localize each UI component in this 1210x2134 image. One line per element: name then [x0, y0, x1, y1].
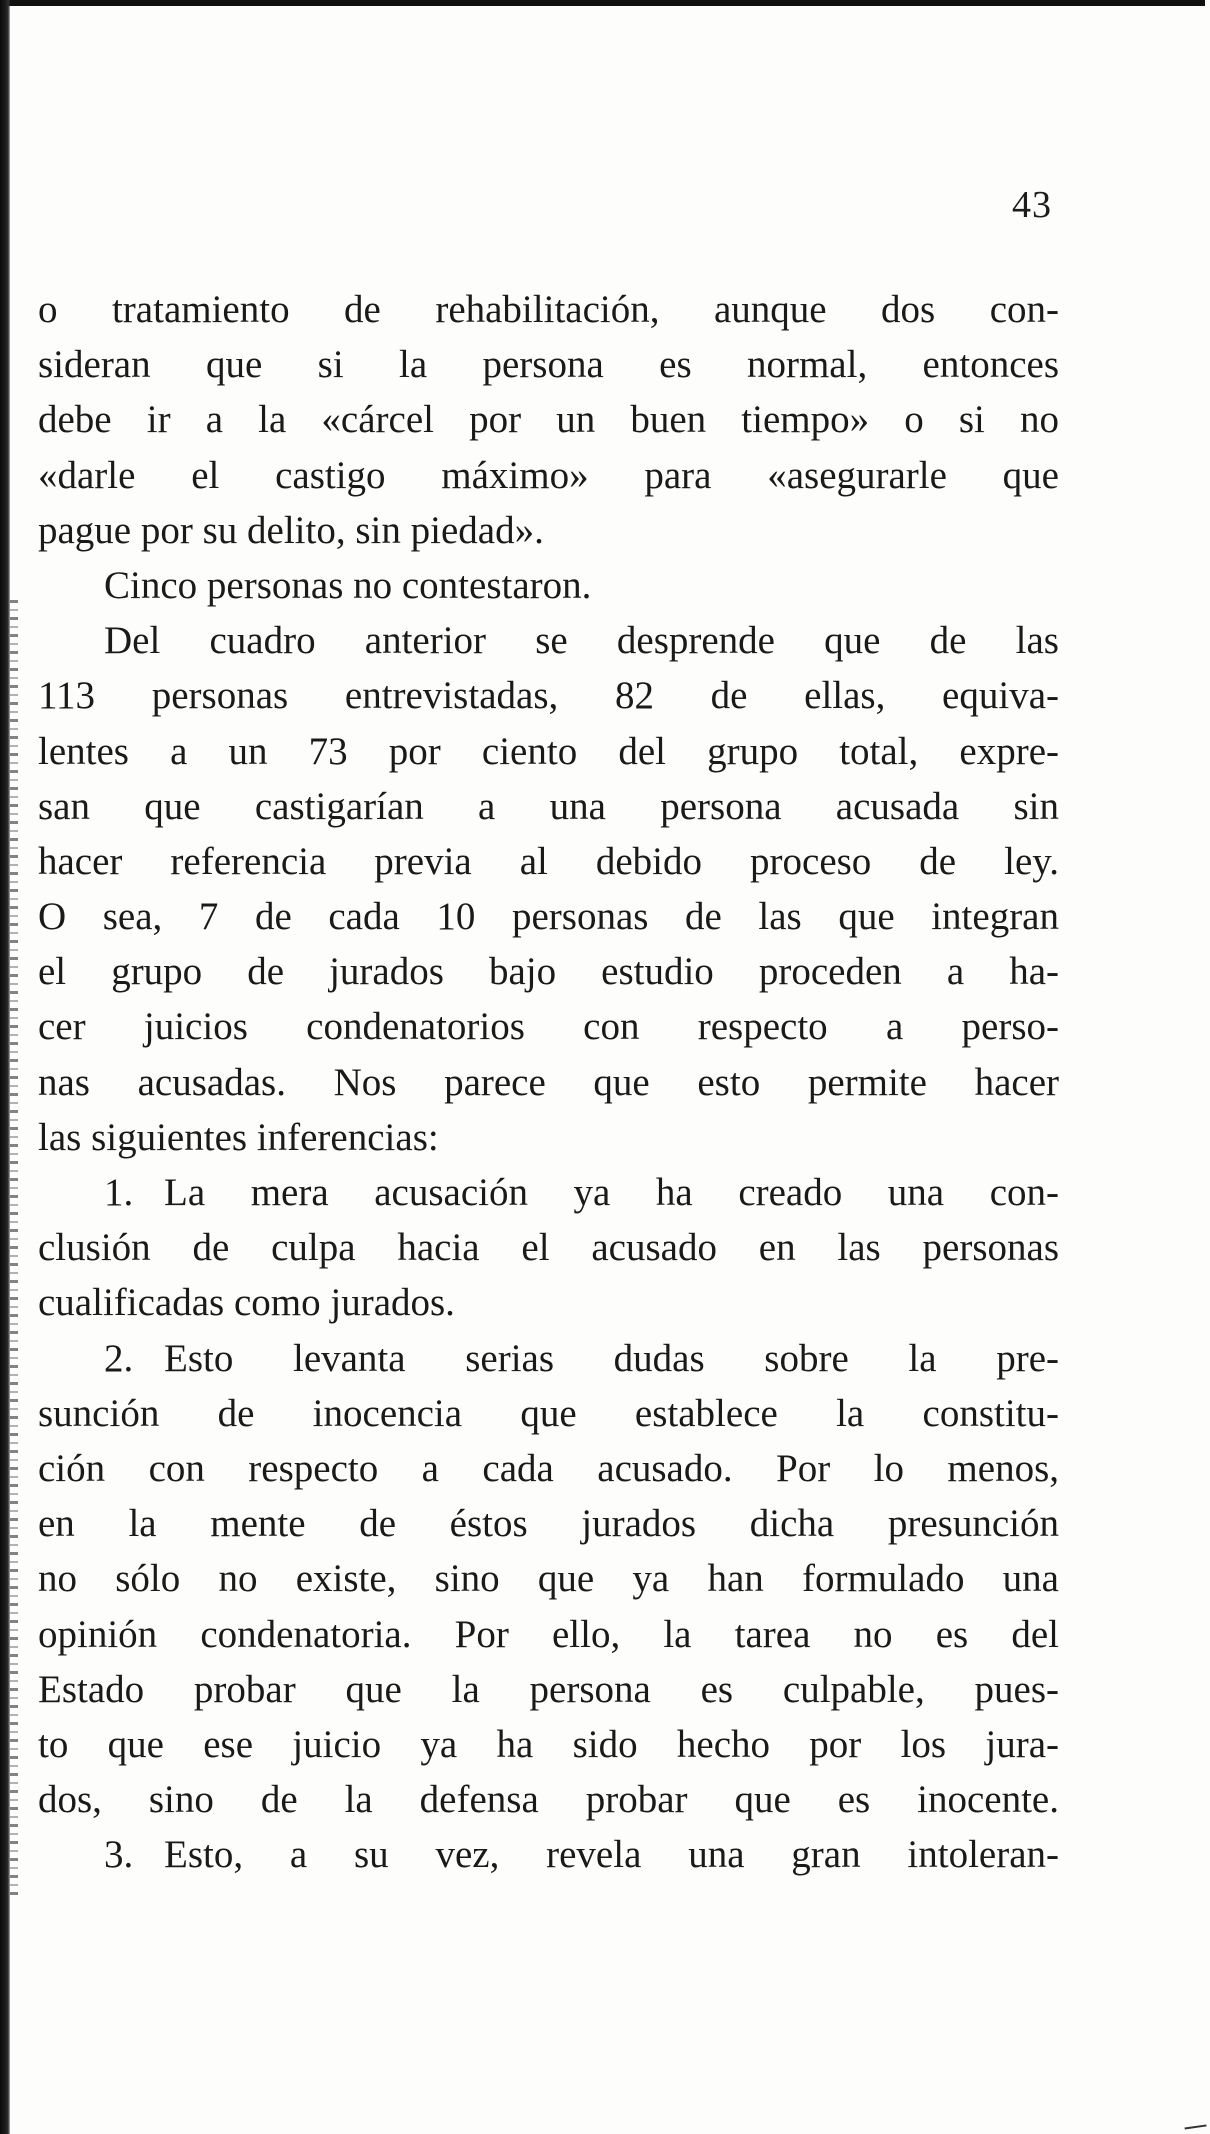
body-text — [38, 282, 1059, 1882]
text-line: san que castigarían a una persona acusada sin — [38, 784, 1059, 828]
text-line: en la mente de éstos jurados dicha presunción — [38, 1502, 1059, 1546]
text-line: ción con respecto a cada acusado. Por lo menos, — [38, 1446, 1059, 1490]
text-line: La mera acusación ya ha creado una con- — [164, 1171, 1059, 1214]
text-line: clusión de culpa hacia el acusado en las personas — [38, 1226, 1059, 1270]
scan-edge-texture — [10, 600, 18, 1900]
text-line: o tratamiento de rehabilitación, aunque dos con- — [38, 288, 1059, 331]
text-line: dos, sino de la defensa probar que es inocente. — [38, 1778, 1059, 1822]
text-line: no sólo no existe, sino que ya han formulado una — [38, 1557, 1059, 1601]
list-item-2 — [38, 1331, 1059, 1386]
list-item-1 — [38, 1165, 1059, 1220]
text-line: cer juicios condenatorios con respecto a perso- — [38, 1005, 1059, 1049]
book-spine-edge — [0, 0, 10, 2134]
text-line: 113 personas entrevistadas, 82 de ellas, equiva- — [38, 674, 1059, 718]
text-line: el grupo de jurados bajo estudio proceden a ha- — [38, 950, 1059, 994]
text-line: O sea, 7 de cada 10 personas de las que integran — [38, 895, 1059, 939]
list-number: 1. — [104, 1171, 134, 1214]
text-line: debe ir a la «cárcel por un buen tiempo» o si no — [38, 398, 1059, 442]
text-line: lentes a un 73 por ciento del grupo total, expre- — [38, 729, 1059, 773]
list-item-3 — [38, 1827, 1059, 1882]
page-number: 43 — [1012, 184, 1052, 226]
scan-edge-top — [0, 0, 1205, 6]
text-line: sunción de inocencia que establece la constitu- — [38, 1391, 1059, 1435]
text-line: cualificadas como jurados. — [38, 1281, 455, 1325]
text-line: Esto levanta serias dudas sobre la pre- — [164, 1336, 1059, 1380]
text-line: opinión condenatoria. Por ello, la tarea no es del — [38, 1612, 1059, 1656]
text-line: Estado probar que la persona es culpable, pues- — [38, 1667, 1059, 1711]
list-number: 2. — [104, 1336, 134, 1380]
text-line: hacer referencia previa al debido proceso de ley. — [38, 839, 1059, 883]
text-line: «darle el castigo máximo» para «asegurarle que — [38, 453, 1059, 497]
text-line: nas acusadas. Nos parece que esto permite hacer — [38, 1060, 1059, 1104]
text-line: to que ese juicio ya ha sido hecho por los jura- — [38, 1722, 1059, 1766]
text-line: sideran que si la persona es normal, entonces — [38, 343, 1059, 387]
text-line: Esto, a su vez, revela una gran intoleran- — [164, 1833, 1059, 1877]
text-line: Del cuadro anterior se desprende que de las — [104, 619, 1059, 663]
list-number: 3. — [104, 1833, 134, 1877]
text-line: Cinco personas no contestaron. — [104, 563, 592, 607]
scan-corner-mark — [1183, 2117, 1206, 2130]
text-line: pague por su delito, sin piedad». — [38, 508, 544, 552]
text-line: las siguientes inferencias: — [38, 1115, 439, 1159]
